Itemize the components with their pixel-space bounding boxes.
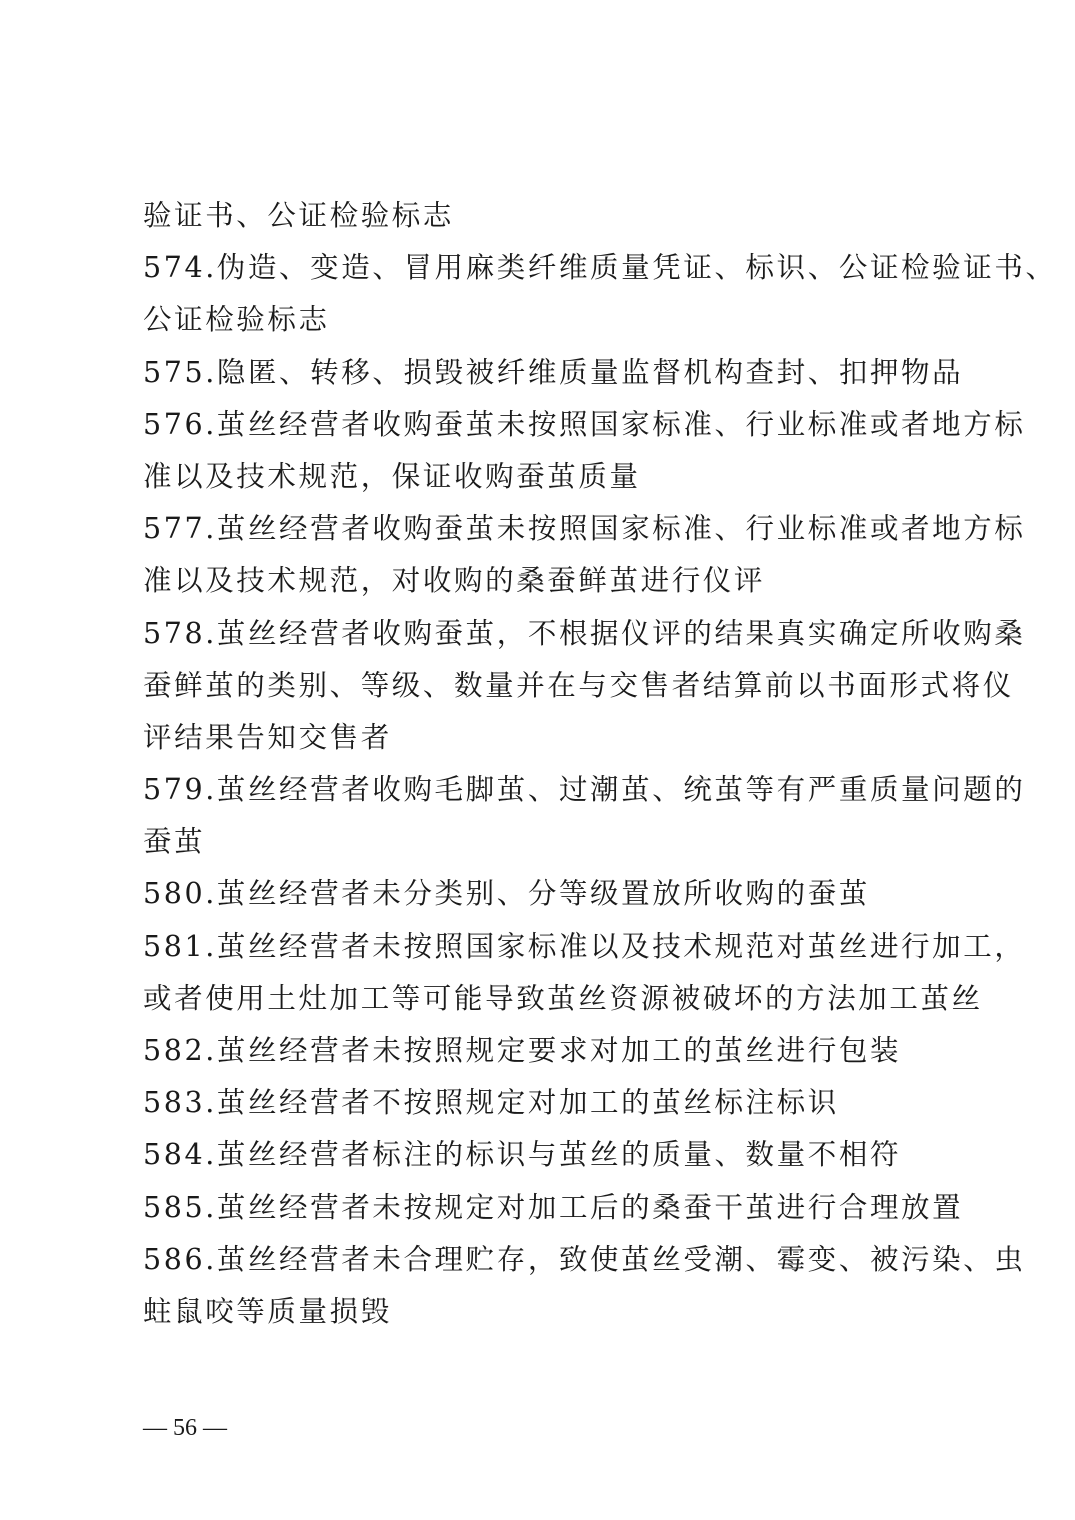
text-line: 574.伪造、变造、冒用麻类纤维质量凭证、标识、公证检验证书、 xyxy=(143,251,1057,285)
text-line: 蚕鲜茧的类别、等级、数量并在与交售者结算前以书面形式将仪 xyxy=(143,668,1014,702)
text-line: 或者使用土灶加工等可能导致茧丝资源被破坏的方法加工茧丝 xyxy=(143,981,983,1015)
text-line: 583.茧丝经营者不按照规定对加工的茧丝标注标识 xyxy=(143,1086,839,1120)
text-line: 577.茧丝经营者收购蚕茧未按照国家标准、行业标准或者地方标 xyxy=(143,512,1026,546)
text-line: 验证书、公证检验标志 xyxy=(143,199,455,232)
text-line: 584.茧丝经营者标注的标识与茧丝的质量、数量不相符 xyxy=(143,1138,902,1172)
text-line: 准以及技术规范，对收购的桑蚕鲜茧进行仪评 xyxy=(143,564,766,598)
text-line: 586.茧丝经营者未合理贮存，致使茧丝受潮、霉变、被污染、虫 xyxy=(143,1242,1026,1276)
text-line: 585.茧丝经营者未按规定对加工后的桑蚕干茧进行合理放置 xyxy=(143,1190,964,1224)
text-line: 575.隐匿、转移、损毁被纤维质量监督机构查封、扣押物品 xyxy=(143,355,964,389)
text-line: 581.茧丝经营者未按照国家标准以及技术规范对茧丝进行加工， xyxy=(143,929,1026,963)
text-line: 蚕茧 xyxy=(143,825,206,859)
text-line: 580.茧丝经营者未分类别、分等级置放所收购的蚕茧 xyxy=(143,877,870,911)
text-line: 582.茧丝经营者未按照规定要求对加工的茧丝进行包装 xyxy=(143,1034,902,1067)
document-body xyxy=(143,190,1057,1338)
page-number: — 56 — xyxy=(143,1415,227,1441)
text-line: 579.茧丝经营者收购毛脚茧、过潮茧、统茧等有严重质量问题的 xyxy=(143,773,1026,807)
text-line: 准以及技术规范，保证收购蚕茧质量 xyxy=(143,459,641,493)
text-line: 公证检验标志 xyxy=(143,303,330,337)
text-line: 蛀鼠咬等质量损毁 xyxy=(143,1294,392,1328)
text-line: 578.茧丝经营者收购蚕茧，不根据仪评的结果真实确定所收购桑 xyxy=(143,616,1026,650)
text-line: 576.茧丝经营者收购蚕茧未按照国家标准、行业标准或者地方标 xyxy=(143,407,1026,441)
text-line: 评结果告知交售者 xyxy=(143,720,392,754)
